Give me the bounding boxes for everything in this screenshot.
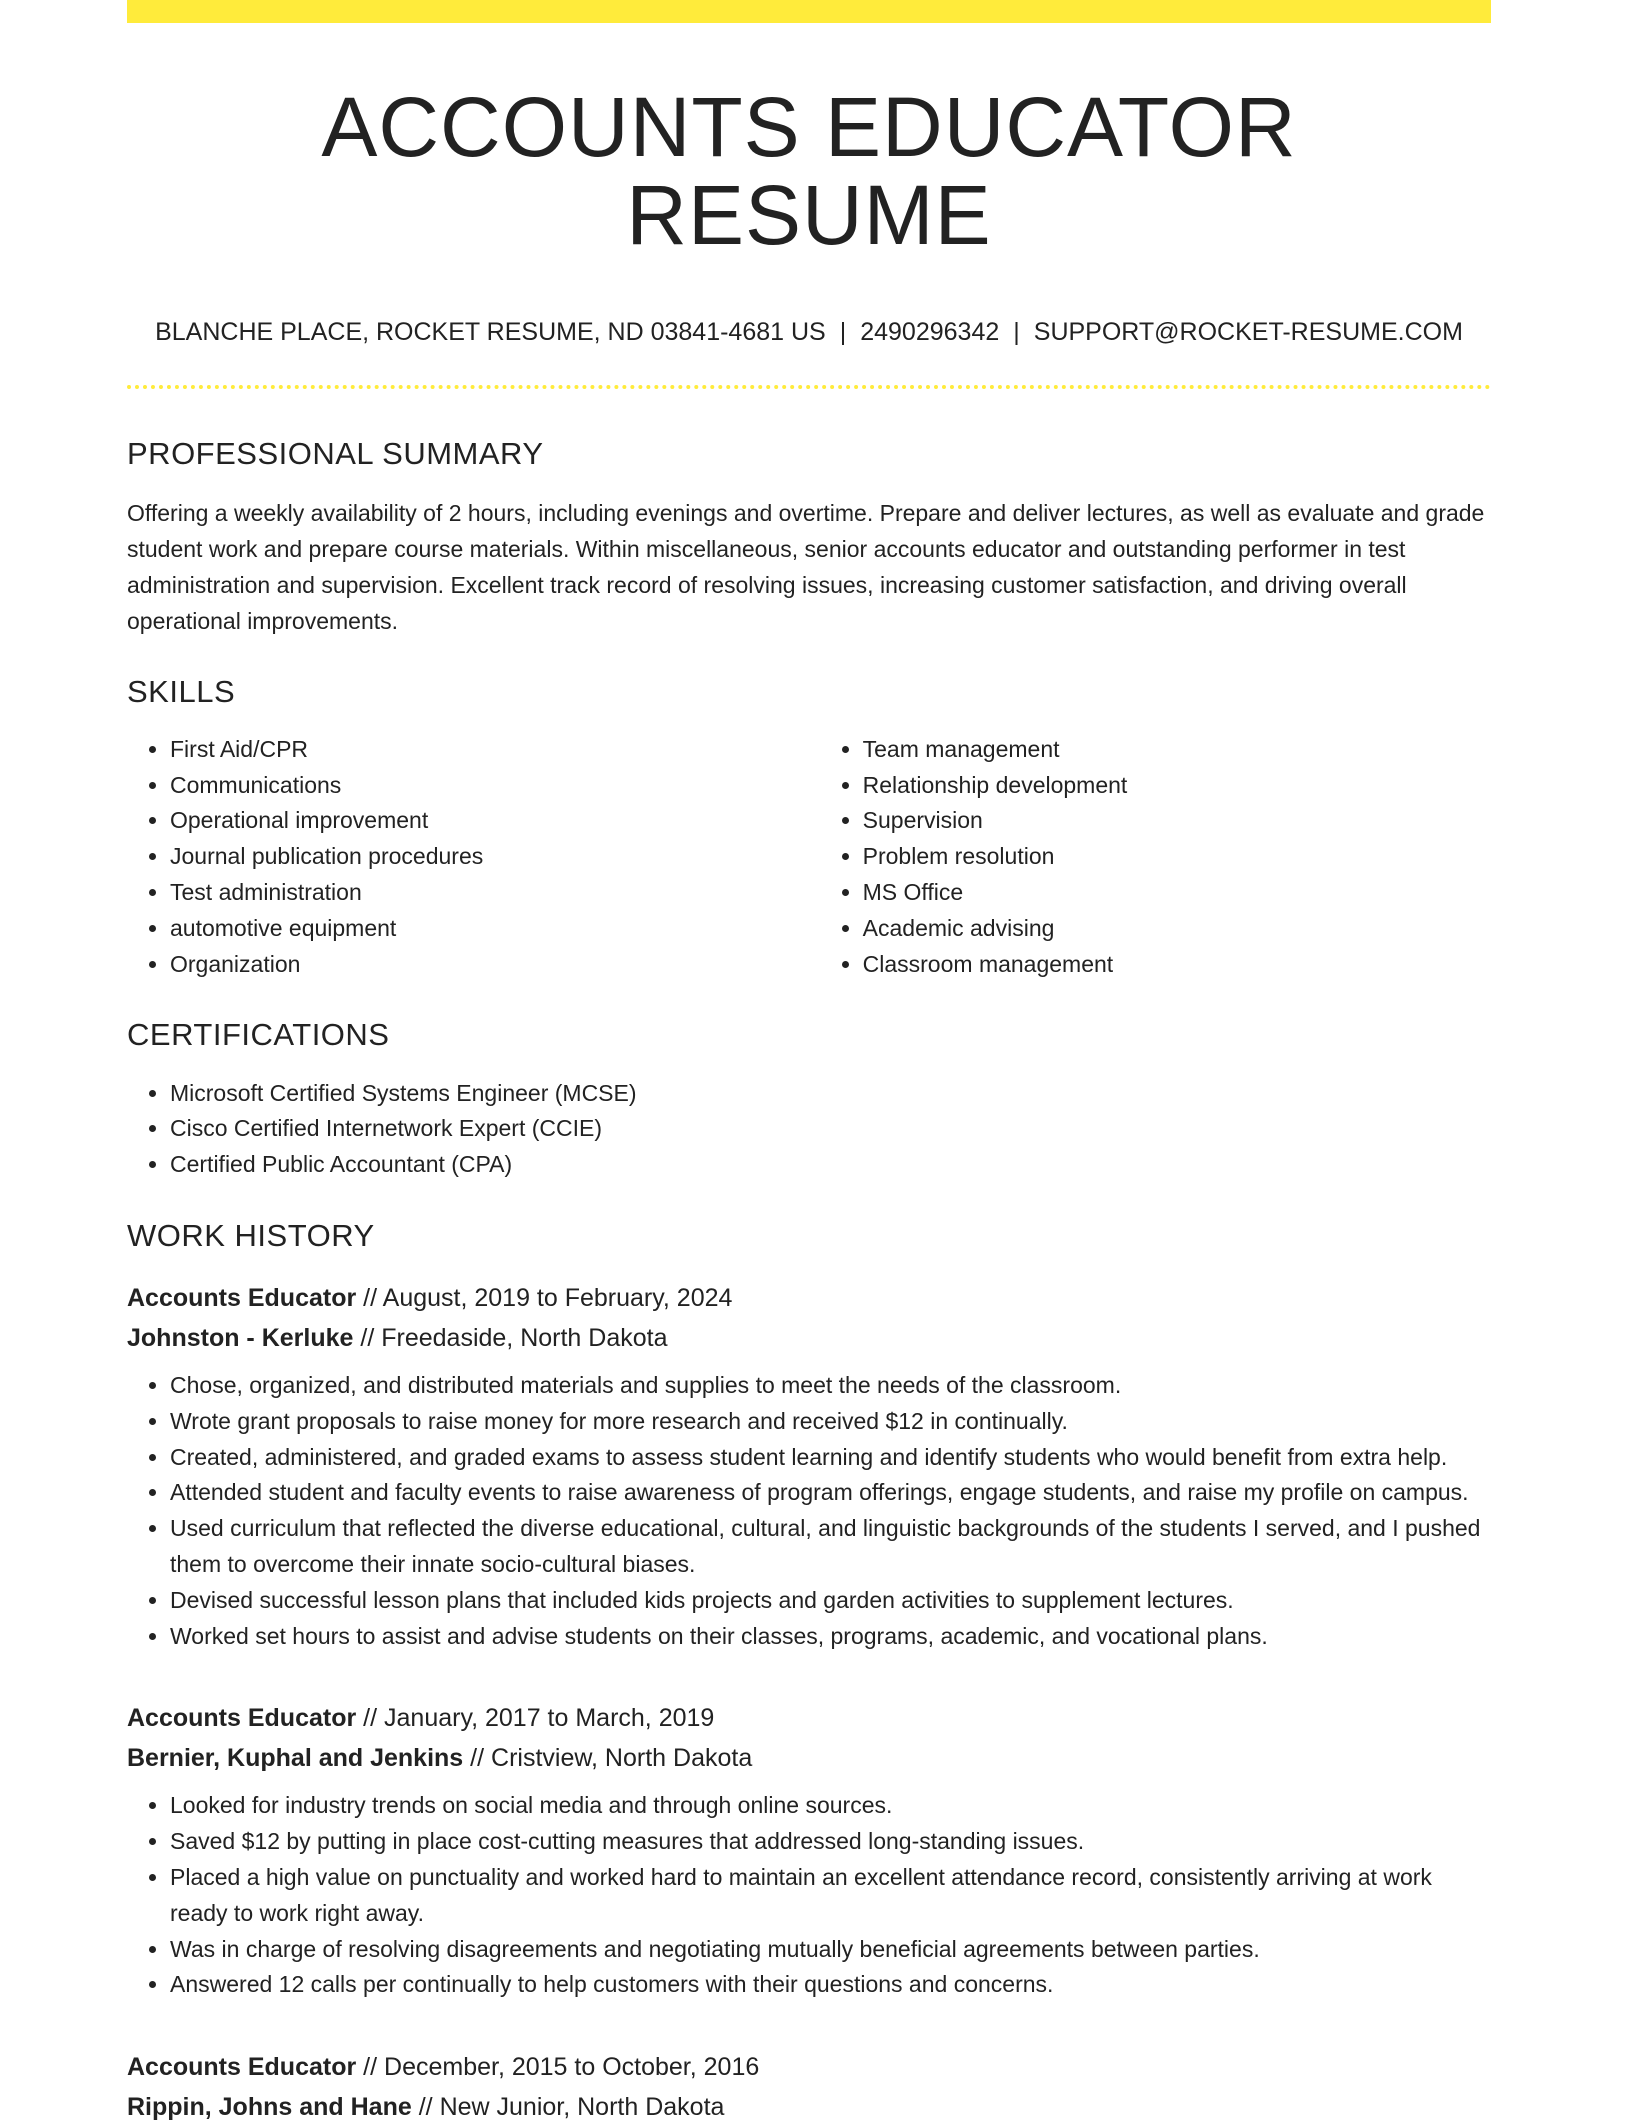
certification-item: • Cisco Certified Internetwork Expert (CCIE) [170, 1111, 1491, 1147]
job-bullets [127, 1788, 1491, 2003]
job-divider: // [363, 1704, 378, 1733]
contact-line [127, 317, 1491, 347]
job-location: Cristview, North Dakota [491, 1744, 753, 1773]
skill-item: • Relationship development [863, 768, 1491, 804]
certifications-list [127, 1076, 1491, 1183]
job-company-line [127, 2087, 1491, 2127]
skill-item: • MS Office [863, 875, 1491, 911]
contact-separator: | [839, 318, 847, 347]
skill-item: • Communications [170, 768, 820, 804]
skill-item: • Organization [170, 947, 820, 983]
job-title: Accounts Educator [127, 1284, 357, 1313]
job-location: Freedaside, North Dakota [381, 1324, 668, 1353]
job-bullet: • Used curriculum that reflected the diverse educational, cultural, and linguistic backgrounds of the students I served, and I pushed them to overcome their innate socio-cultural biases. [170, 1511, 1491, 1583]
job-entry [127, 2047, 1491, 2127]
job-title-line [127, 2047, 1491, 2087]
contact-email: SUPPORT@ROCKET-RESUME.COM [1033, 318, 1463, 347]
skills-heading: SKILLS [127, 673, 236, 709]
skill-item: • Journal publication procedures [170, 839, 820, 875]
job-title: Accounts Educator [127, 1704, 357, 1733]
resume-title: ACCOUNTS EDUCATOR RESUME [321, 80, 1297, 263]
skill-item: • Operational improvement [170, 803, 820, 839]
job-title-line [127, 1698, 1491, 1738]
job-entry [127, 1278, 1491, 1654]
certification-item: • Certified Public Accountant (CPA) [170, 1147, 1491, 1183]
job-divider: // [363, 2053, 378, 2082]
header-divider [127, 385, 1491, 389]
certification-item: • Microsoft Certified Systems Engineer (MCSE) [170, 1076, 1491, 1112]
job-bullet: • Worked set hours to assist and advise students on their classes, programs, academic, and vocational plans. [170, 1619, 1491, 1655]
skill-item: • Test administration [170, 875, 820, 911]
skill-item: • Classroom management [863, 947, 1491, 983]
job-bullet: • Attended student and faculty events to raise awareness of program offerings, engage students, and raise my profile on campus. [170, 1475, 1491, 1511]
work-history-section [127, 1217, 1491, 2127]
skill-item: • Academic advising [863, 911, 1491, 947]
contact-separator: | [1013, 318, 1020, 347]
job-dates: August, 2019 to February, 2024 [382, 1284, 733, 1313]
job-divider: // [470, 1744, 485, 1773]
job-bullet: • Created, administered, and graded exams to assess student learning and identify students who would benefit from extra help. [170, 1440, 1491, 1476]
job-bullet: • Saved $12 by putting in place cost-cutting measures that addressed long-standing issues. [170, 1824, 1491, 1860]
job-company: Bernier, Kuphal and Jenkins [127, 1744, 464, 1773]
work-history-heading: WORK HISTORY [127, 1217, 375, 1253]
top-accent-bar [127, 0, 1491, 23]
skills-grid [127, 732, 1491, 983]
job-divider: // [360, 1324, 375, 1353]
job-bullet: • Wrote grant proposals to raise money for more research and received $12 in continually. [170, 1404, 1491, 1440]
job-bullet: • Answered 12 calls per continually to help customers with their questions and concerns. [170, 1967, 1491, 2003]
job-dates: December, 2015 to October, 2016 [384, 2053, 760, 2082]
job-bullet: • Chose, organized, and distributed materials and supplies to meet the needs of the classroom. [170, 1368, 1491, 1404]
skill-item: • Team management [863, 732, 1491, 768]
professional-summary-section [127, 435, 1491, 638]
contact-address: BLANCHE PLACE, ROCKET RESUME, ND 03841-4681 US [155, 318, 826, 347]
job-divider: // [418, 2093, 433, 2122]
job-bullets [127, 1368, 1491, 1654]
skill-item: • Supervision [863, 803, 1491, 839]
resume-page [127, 0, 1491, 2127]
skill-item: • automotive equipment [170, 911, 820, 947]
certifications-section [127, 1016, 1491, 1183]
job-bullet: • Placed a high value on punctuality and worked hard to maintain an excellent attendance record, consistently arriving at work ready to work right away. [170, 1860, 1491, 1932]
summary-heading: PROFESSIONAL SUMMARY [127, 436, 544, 472]
skills-list-left [127, 732, 820, 983]
job-company-line [127, 1318, 1491, 1358]
certifications-heading: CERTIFICATIONS [127, 1017, 390, 1053]
job-company: Rippin, Johns and Hane [127, 2093, 412, 2122]
job-bullet: • Was in charge of resolving disagreements and negotiating mutually beneficial agreements between parties. [170, 1932, 1491, 1968]
job-company-line [127, 1738, 1491, 1778]
skill-item: • Problem resolution [863, 839, 1491, 875]
skills-section [127, 673, 1491, 983]
job-bullet: • Devised successful lesson plans that included kids projects and garden activities to supplement lectures. [170, 1583, 1491, 1619]
job-bullet: • Looked for industry trends on social media and through online sources. [170, 1788, 1491, 1824]
skill-item: • First Aid/CPR [170, 732, 820, 768]
job-title-line [127, 1278, 1491, 1318]
job-company: Johnston - Kerluke [127, 1324, 354, 1353]
contact-phone: 2490296342 [860, 318, 1000, 347]
skills-list-right [820, 732, 1491, 983]
job-entry [127, 1698, 1491, 2003]
job-title: Accounts Educator [127, 2053, 357, 2082]
job-divider: // [363, 1284, 378, 1313]
job-dates: January, 2017 to March, 2019 [384, 1704, 715, 1733]
summary-text: Offering a weekly availability of 2 hours, including evenings and overtime. Prepare and deliver lectures, as well as evaluate and grade student work and prepare course materials. Within miscellaneous, senior accounts educator and outstanding performer in test administration and supervision. Excellent track record of resolving issues, increasing customer satisfaction, and driving overall operational improvements. [127, 499, 1485, 634]
job-location: New Junior, North Dakota [439, 2093, 725, 2122]
